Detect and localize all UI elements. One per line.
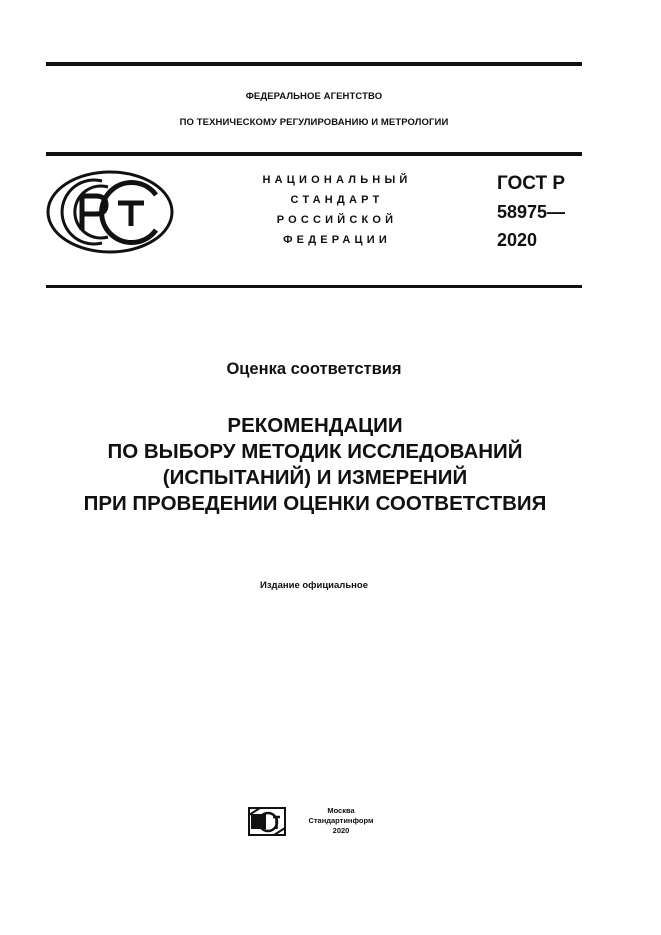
header-rule: [46, 152, 582, 156]
publisher-name: Стандартинформ: [308, 816, 374, 825]
section-rule: [46, 285, 582, 288]
standard-type-1: НАЦИОНАЛЬНЫЙ: [262, 174, 412, 186]
gost-year: 2020: [497, 230, 538, 250]
standard-type-3: РОССИЙСКОЙ: [276, 214, 398, 226]
edition-label: Издание официальное: [260, 580, 368, 591]
publisher-block: [296, 806, 386, 836]
publisher-city: Москва: [327, 806, 355, 815]
document-subject: Оценка соответствия: [226, 360, 402, 378]
agency-line-2: ПО ТЕХНИЧЕСКОМУ РЕГУЛИРОВАНИЮ И МЕТРОЛОГИИ: [179, 117, 449, 128]
title-line-1: РЕКОМЕНДАЦИИ: [227, 414, 403, 437]
standard-type-2: СТАНДАРТ: [290, 194, 384, 206]
rst-mark-icon: [44, 168, 176, 256]
gost-number: 58975—: [497, 202, 566, 222]
publisher-logo-icon: [248, 806, 286, 837]
gost-prefix: ГОСТ Р: [497, 173, 566, 194]
gost-designation: [497, 170, 565, 254]
title-line-3: (ИСПЫТАНИЙ) И ИЗМЕРЕНИЙ: [162, 466, 468, 489]
title-line-4: ПРИ ПРОВЕДЕНИИ ОЦЕНКИ СООТВЕТСТВИЯ: [83, 492, 547, 515]
agency-line-1: ФЕДЕРАЛЬНОЕ АГЕНТСТВО: [245, 91, 383, 102]
publisher-year: 2020: [332, 826, 350, 835]
top-rule: [46, 62, 582, 66]
standard-type-4: ФЕДЕРАЦИИ: [283, 234, 391, 246]
document-title: [30, 413, 600, 517]
title-line-2: ПО ВЫБОРУ МЕТОДИК ИССЛЕДОВАНИЙ: [107, 440, 523, 463]
